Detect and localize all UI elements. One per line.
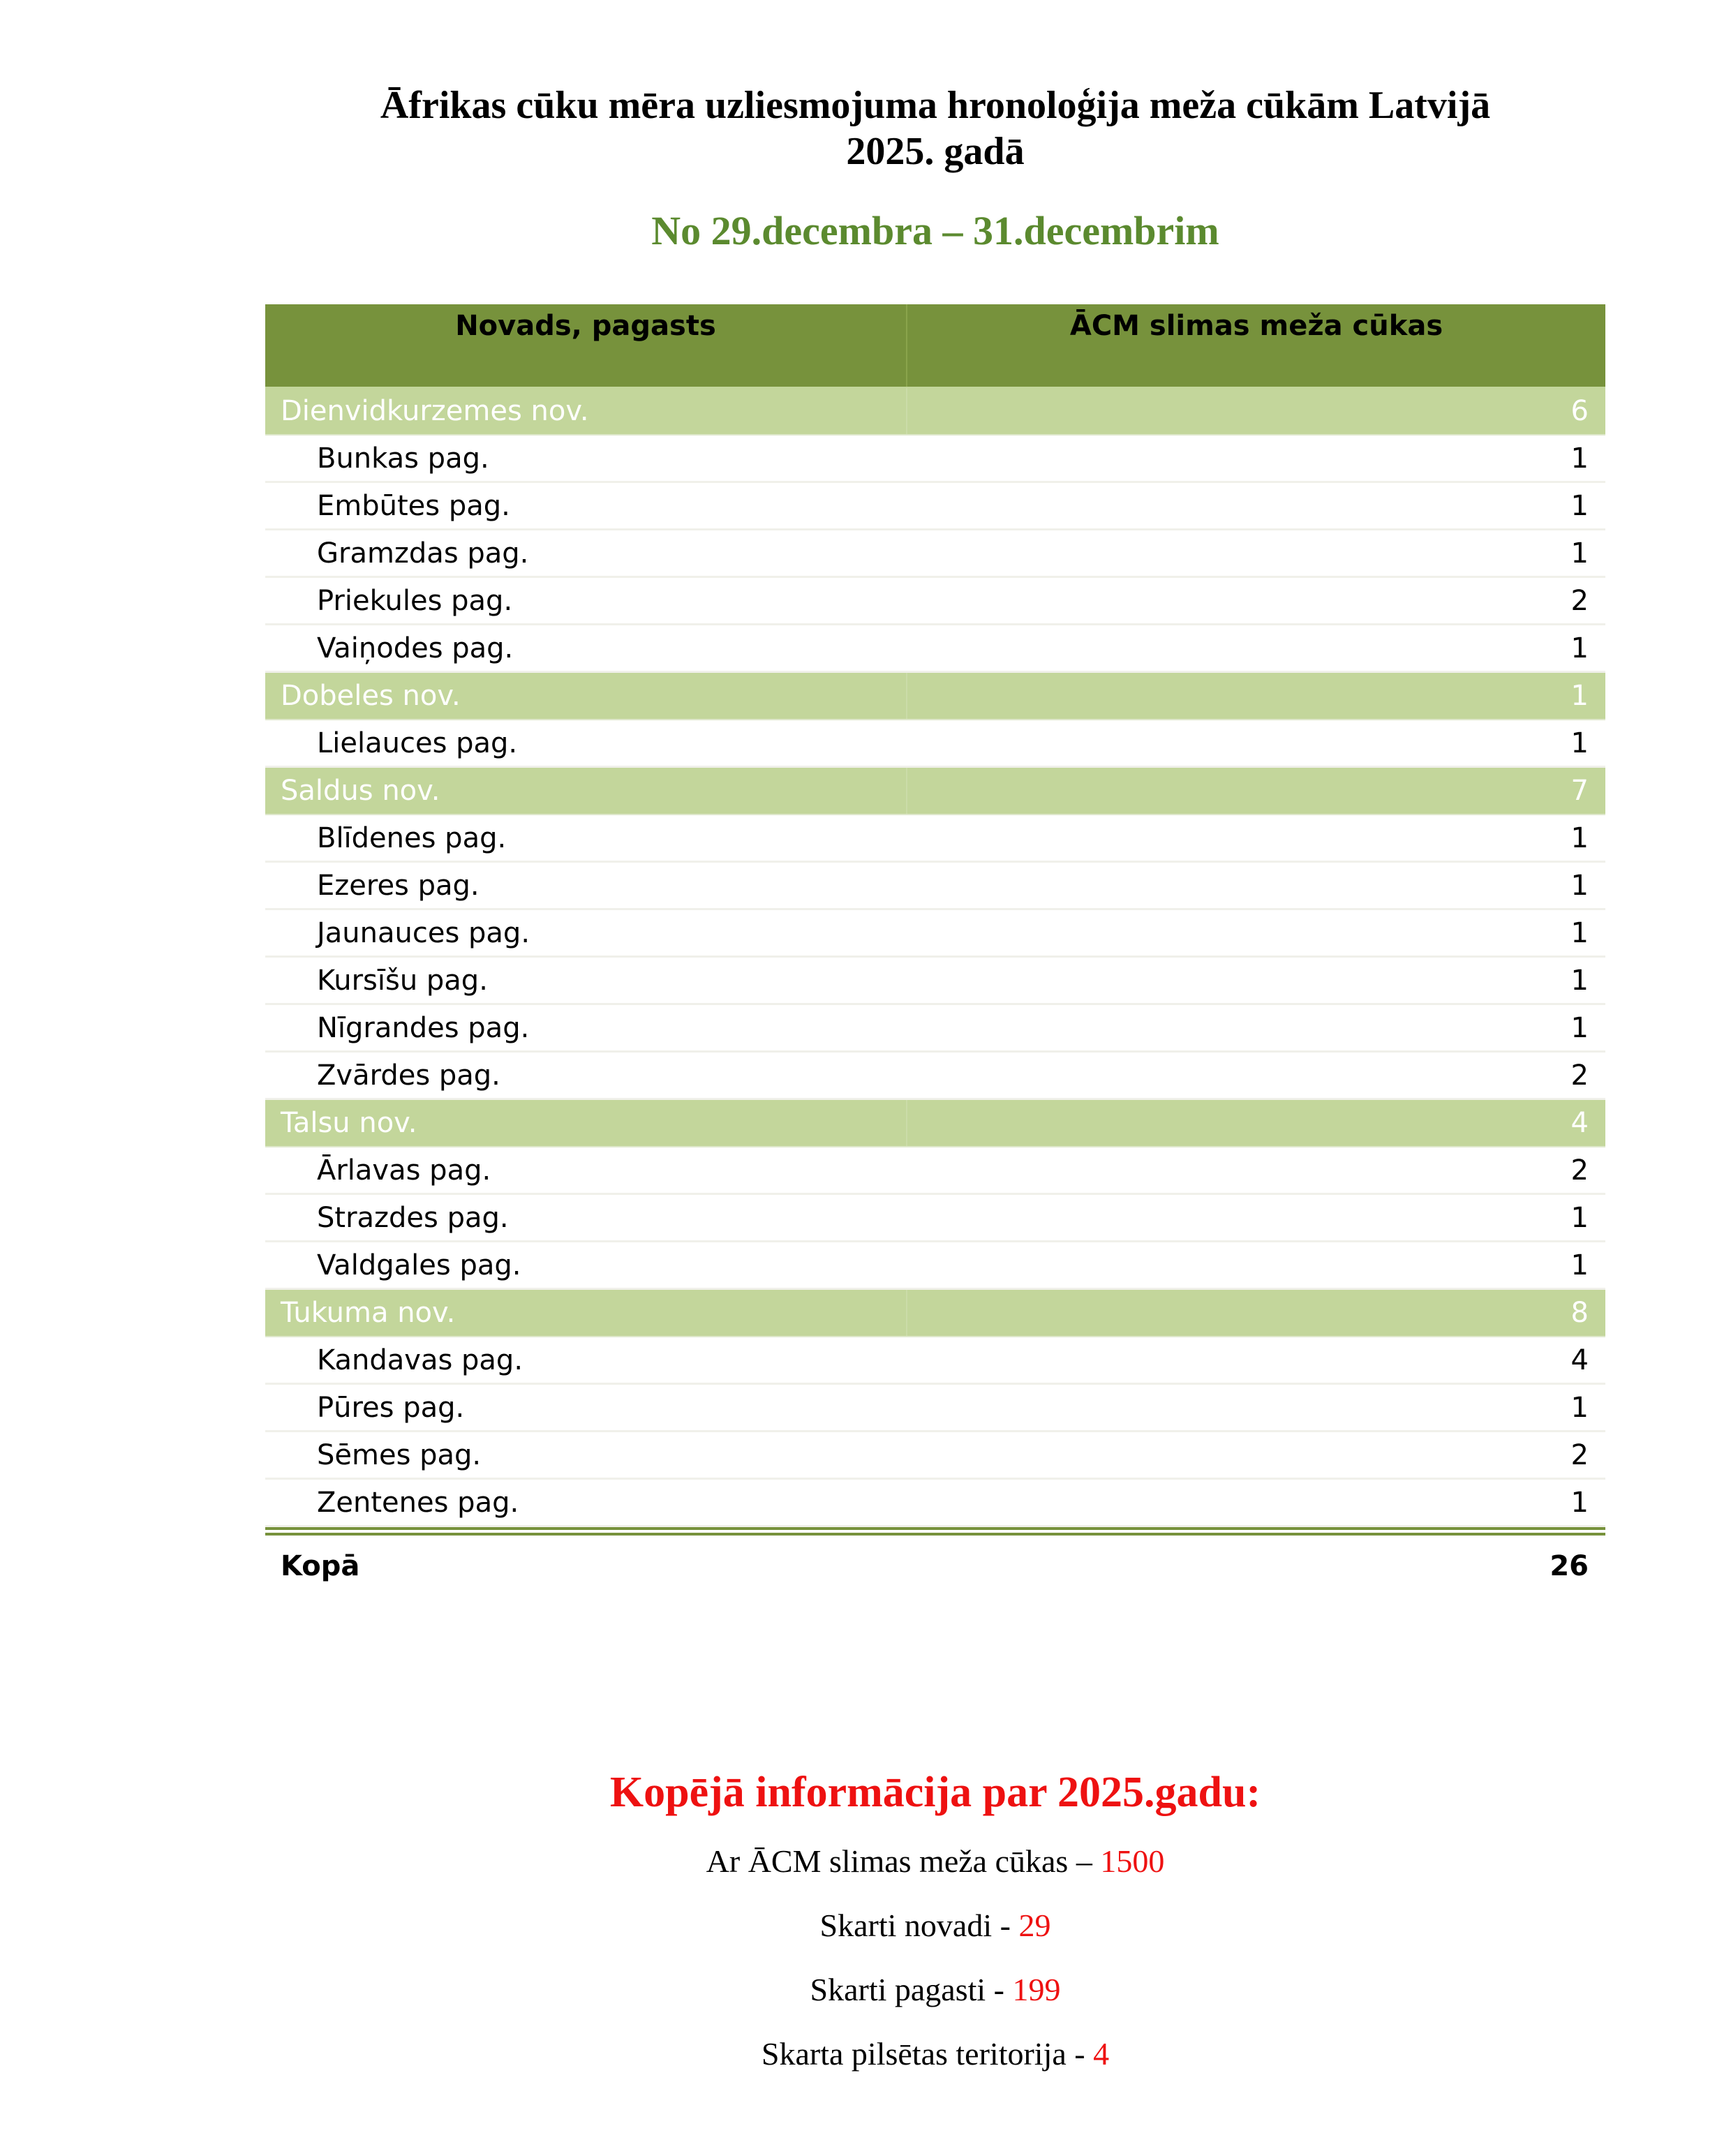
municipality-name: Tukuma nov. bbox=[265, 1290, 907, 1336]
summary-value: 199 bbox=[1012, 1972, 1061, 2007]
parish-row bbox=[265, 1385, 1605, 1432]
case-count: 1 bbox=[1570, 727, 1589, 759]
parish-row bbox=[265, 1053, 1605, 1100]
case-count: 1 bbox=[1570, 1201, 1589, 1234]
parish-row bbox=[265, 578, 1605, 625]
case-count: 1 bbox=[1570, 1486, 1589, 1519]
column-header-region: Novads, pagasts bbox=[265, 304, 907, 387]
total-divider bbox=[265, 1527, 1605, 1536]
parish-row bbox=[265, 1147, 1605, 1195]
parish-name: Valdgales pag. bbox=[317, 1249, 521, 1281]
parish-name: Lielauces pag. bbox=[317, 727, 518, 759]
case-count: 2 bbox=[1570, 584, 1589, 617]
municipality-row bbox=[265, 1290, 1605, 1337]
parish-name: Kursīšu pag. bbox=[317, 964, 488, 997]
municipality-row bbox=[265, 1100, 1605, 1147]
case-count: 1 bbox=[1570, 1011, 1589, 1044]
municipality-row bbox=[265, 388, 1605, 436]
summary-label: Skarti novadi - bbox=[819, 1908, 1019, 1943]
title-line-2: 2025. gadā bbox=[846, 130, 1025, 173]
parish-name: Priekules pag. bbox=[317, 584, 513, 617]
summary-line-sick-boars bbox=[0, 1840, 1731, 1883]
summary-label: Ar ĀCM slimas meža cūkas – bbox=[706, 1843, 1101, 1879]
parish-row bbox=[265, 958, 1605, 1005]
total-value: 26 bbox=[1550, 1550, 1589, 1582]
parish-name: Ezeres pag. bbox=[317, 869, 480, 902]
parish-row bbox=[265, 483, 1605, 530]
parish-row bbox=[265, 1005, 1605, 1053]
total-label: Kopā bbox=[281, 1550, 360, 1582]
parish-row bbox=[265, 815, 1605, 863]
parish-row bbox=[265, 1242, 1605, 1290]
case-count: 1 bbox=[1570, 489, 1589, 522]
title-line-1: Āfrikas cūku mēra uzliesmojuma hronoloģija meža cūkām Latvijā bbox=[380, 84, 1491, 127]
parish-name: Jaunauces pag. bbox=[317, 916, 530, 949]
table-body bbox=[265, 388, 1605, 1527]
municipality-row bbox=[265, 673, 1605, 720]
case-count: 1 bbox=[1570, 964, 1589, 997]
case-count: 1 bbox=[1570, 821, 1589, 854]
summary-line-city-territory bbox=[0, 2032, 1731, 2076]
summary-line-parishes bbox=[0, 1968, 1731, 2012]
case-count: 1 bbox=[1570, 442, 1589, 475]
parish-name: Zentenes pag. bbox=[317, 1486, 519, 1519]
year-summary bbox=[0, 1764, 1731, 2097]
parish-row bbox=[265, 1195, 1605, 1242]
summary-value: 1500 bbox=[1100, 1843, 1165, 1879]
case-count: 6 bbox=[1570, 395, 1589, 427]
parish-row bbox=[265, 436, 1605, 483]
summary-label: Skarta pilsētas teritorija - bbox=[761, 2036, 1094, 2072]
summary-label: Skarti pagasti - bbox=[810, 1972, 1013, 2007]
parish-row bbox=[265, 1480, 1605, 1527]
municipality-name: Talsu nov. bbox=[265, 1100, 907, 1146]
case-count: 2 bbox=[1570, 1059, 1589, 1092]
case-count: 2 bbox=[1570, 1438, 1589, 1471]
date-range-subtitle: No 29.decembra – 31.decembrim bbox=[651, 208, 1219, 253]
summary-heading: Kopējā informācija par 2025.gadu: bbox=[609, 1769, 1261, 1816]
parish-name: Kandavas pag. bbox=[317, 1344, 523, 1376]
case-count: 1 bbox=[1570, 916, 1589, 949]
cases-table bbox=[265, 304, 1605, 1597]
parish-row bbox=[265, 720, 1605, 768]
column-header-cases: ĀCM slimas meža cūkas bbox=[1069, 310, 1443, 342]
case-count: 2 bbox=[1570, 1154, 1589, 1187]
summary-value: 4 bbox=[1093, 2036, 1110, 2072]
municipality-row bbox=[265, 768, 1605, 815]
parish-row bbox=[265, 1432, 1605, 1480]
parish-row bbox=[265, 910, 1605, 958]
municipality-name: Dobeles nov. bbox=[265, 673, 907, 719]
parish-row bbox=[265, 863, 1605, 910]
case-count: 1 bbox=[1570, 537, 1589, 570]
parish-name: Ārlavas pag. bbox=[317, 1154, 491, 1187]
parish-name: Vaiņodes pag. bbox=[317, 632, 514, 664]
case-count: 4 bbox=[1570, 1107, 1589, 1139]
parish-name: Bunkas pag. bbox=[317, 442, 489, 475]
case-count: 1 bbox=[1570, 680, 1589, 712]
parish-name: Sēmes pag. bbox=[317, 1438, 482, 1471]
case-count: 8 bbox=[1570, 1297, 1589, 1329]
parish-name: Pūres pag. bbox=[317, 1391, 465, 1424]
parish-name: Strazdes pag. bbox=[317, 1201, 509, 1234]
parish-row bbox=[265, 625, 1605, 673]
parish-name: Nīgrandes pag. bbox=[317, 1011, 530, 1044]
case-count: 7 bbox=[1570, 775, 1589, 807]
document-title bbox=[0, 82, 1731, 174]
case-count: 1 bbox=[1570, 1249, 1589, 1281]
total-row bbox=[265, 1536, 1605, 1597]
case-count: 1 bbox=[1570, 1391, 1589, 1424]
municipality-name: Saldus nov. bbox=[265, 768, 907, 814]
parish-row bbox=[265, 530, 1605, 578]
case-count: 1 bbox=[1570, 632, 1589, 664]
municipality-name: Dienvidkurzemes nov. bbox=[265, 388, 907, 434]
parish-name: Embūtes pag. bbox=[317, 489, 510, 522]
parish-name: Blīdenes pag. bbox=[317, 821, 507, 854]
table-header bbox=[265, 304, 1605, 388]
summary-value: 29 bbox=[1018, 1908, 1051, 1943]
parish-name: Zvārdes pag. bbox=[317, 1059, 500, 1092]
parish-name: Gramzdas pag. bbox=[317, 537, 529, 570]
case-count: 4 bbox=[1570, 1344, 1589, 1376]
case-count: 1 bbox=[1570, 869, 1589, 902]
summary-line-municipalities bbox=[0, 1904, 1731, 1947]
parish-row bbox=[265, 1337, 1605, 1385]
